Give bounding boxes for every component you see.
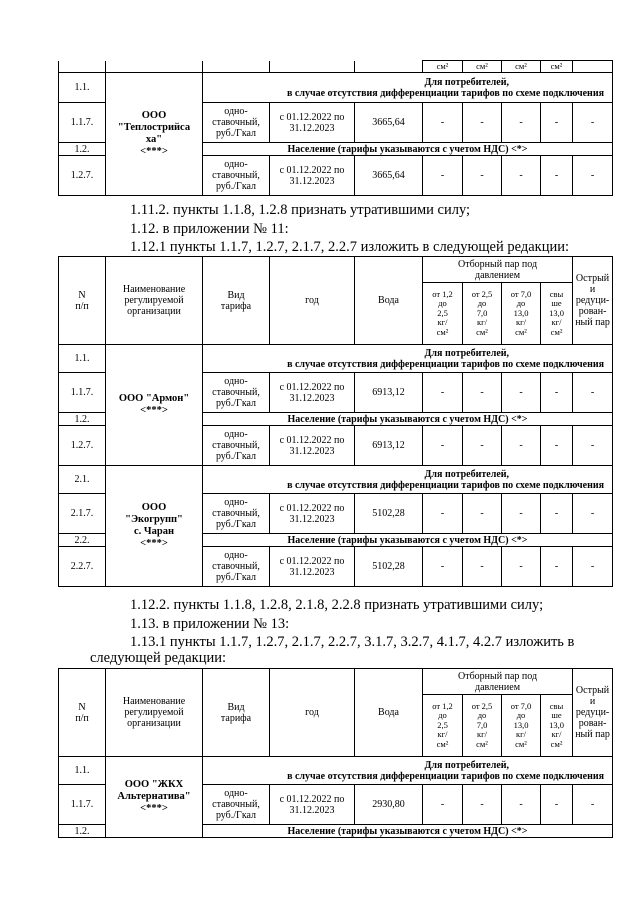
section-header: Население (тарифы указываются с учетом НДС) <*>	[203, 143, 613, 156]
empty-value: -	[502, 103, 541, 143]
row-number: 1.2.7.	[59, 426, 106, 466]
tariff-kind: одно-ставочный, руб./Гкал	[203, 103, 270, 143]
col-header-kind: Вид тарифа	[203, 257, 270, 345]
unit-cell: см²	[423, 61, 463, 73]
empty-value: -	[463, 373, 502, 413]
header-row	[59, 669, 613, 695]
col-header-sharp: Острый и редуци- рован- ный пар	[573, 669, 613, 757]
row-number: 1.1.7.	[59, 373, 106, 413]
water-value: 3665,64	[355, 103, 423, 143]
empty-value: -	[573, 156, 613, 196]
paragraph: 1.12.1 пункты 1.1.7, 1.2.7, 2.1.7, 2.2.7 изложить в следующей редакции:	[130, 239, 570, 255]
row-number: 2.1.	[59, 466, 106, 494]
col-header-pressure: свы ше 13,0 кг/ см²	[541, 695, 573, 757]
col-header-year: год	[270, 669, 355, 757]
tariff-kind: одно-ставочный, руб./Гкал	[203, 547, 270, 587]
unit-cell: см²	[463, 61, 502, 73]
tariff-period: с 01.12.2022 по 31.12.2023	[270, 426, 355, 466]
col-header-water: Вода	[355, 257, 423, 345]
row-number: 1.1.	[59, 73, 106, 103]
empty-value: -	[541, 103, 573, 143]
empty-value: -	[502, 494, 541, 534]
units-row	[59, 61, 613, 73]
empty-value: -	[463, 547, 502, 587]
water-value: 6913,12	[355, 373, 423, 413]
col-header-pressure: от 1,2 до 2,5 кг/ см²	[423, 283, 463, 345]
tariff-period: с 01.12.2022 по 31.12.2023	[270, 785, 355, 825]
water-value: 3665,64	[355, 156, 423, 196]
tariff-period: с 01.12.2022 по 31.12.2023	[270, 103, 355, 143]
table-row	[59, 466, 613, 494]
col-header-num: N п/п	[59, 257, 106, 345]
paragraph: 1.12.2. пункты 1.1.8, 1.2.8, 2.1.8, 2.2.8 признать утратившими силу;	[130, 597, 544, 613]
org-name: ООО "ЖКХ Альтернатива" <***>	[106, 757, 203, 838]
empty-value: -	[423, 156, 463, 196]
tariff-table-2	[58, 256, 613, 587]
water-value: 5102,28	[355, 547, 423, 587]
col-header-pressure: от 7,0 до 13,0 кг/ см²	[502, 695, 541, 757]
section-header: Население (тарифы указываются с учетом НДС) <*>	[203, 534, 613, 547]
empty-value: -	[423, 494, 463, 534]
paragraph: 1.11.2. пункты 1.1.8, 1.2.8 признать утратившими силу;	[130, 202, 471, 218]
org-name: ООО "Армон" <***>	[106, 345, 203, 466]
col-header-water: Вода	[355, 669, 423, 757]
paragraph: 1.13.1 пункты 1.1.7, 1.2.7, 2.1.7, 2.2.7, 3.1.7, 3.2.7, 4.1.7, 4.2.7 изложить в	[130, 634, 575, 650]
section-header: Для потребителей, в случае отсутствия дифференциации тарифов по схеме подключения	[203, 466, 613, 494]
tariff-period: с 01.12.2022 по 31.12.2023	[270, 494, 355, 534]
empty-value: -	[463, 426, 502, 466]
row-number: 1.1.	[59, 345, 106, 373]
empty-value: -	[573, 103, 613, 143]
empty-value: -	[541, 785, 573, 825]
row-number: 2.2.	[59, 534, 106, 547]
paragraph: 1.12. в приложении № 11:	[130, 221, 289, 237]
row-number: 2.2.7.	[59, 547, 106, 587]
empty-value: -	[463, 156, 502, 196]
col-header-kind: Вид тарифа	[203, 669, 270, 757]
table-row	[59, 73, 613, 103]
empty-value: -	[423, 373, 463, 413]
section-header: Население (тарифы указываются с учетом НДС) <*>	[203, 825, 613, 838]
empty-value: -	[423, 785, 463, 825]
col-header-pressure: свы ше 13,0 кг/ см²	[541, 283, 573, 345]
col-header-steam: Отборный пар под давлением	[423, 257, 573, 283]
col-header-pressure: от 2,5 до 7,0 кг/ см²	[463, 695, 502, 757]
section-header: Население (тарифы указываются с учетом НДС) <*>	[203, 413, 613, 426]
row-number: 1.1.7.	[59, 103, 106, 143]
tariff-period: с 01.12.2022 по 31.12.2023	[270, 373, 355, 413]
empty-value: -	[573, 494, 613, 534]
empty-value: -	[463, 785, 502, 825]
section-header: Для потребителей, в случае отсутствия дифференциации тарифов по схеме подключения	[203, 73, 613, 103]
tariff-table-3	[58, 668, 613, 838]
org-name: ООО "Теплострийса ха" <***>	[106, 73, 203, 196]
row-number: 1.2.	[59, 143, 106, 156]
unit-cell: см²	[502, 61, 541, 73]
row-number: 2.1.7.	[59, 494, 106, 534]
tariff-period: с 01.12.2022 по 31.12.2023	[270, 156, 355, 196]
empty-value: -	[502, 547, 541, 587]
header-row	[59, 257, 613, 283]
empty-value: -	[463, 494, 502, 534]
unit-cell: см²	[541, 61, 573, 73]
row-number: 1.1.7.	[59, 785, 106, 825]
paragraph: 1.13. в приложении № 13:	[130, 616, 290, 632]
empty-value: -	[541, 494, 573, 534]
row-number: 1.2.7.	[59, 156, 106, 196]
tariff-kind: одно-ставочный, руб./Гкал	[203, 156, 270, 196]
empty-value: -	[502, 426, 541, 466]
paragraph: следующей редакции:	[90, 650, 227, 666]
table-row	[59, 757, 613, 785]
section-header: Для потребителей, в случае отсутствия дифференциации тарифов по схеме подключения	[203, 757, 613, 785]
col-header-org: Наименование регулируемой организации	[106, 669, 203, 757]
table-row	[59, 345, 613, 373]
empty-value: -	[423, 547, 463, 587]
empty-value: -	[502, 156, 541, 196]
empty-value: -	[423, 103, 463, 143]
col-header-org: Наименование регулируемой организации	[106, 257, 203, 345]
section-header: Для потребителей, в случае отсутствия дифференциации тарифов по схеме подключения	[203, 345, 613, 373]
col-header-pressure: от 2,5 до 7,0 кг/ см²	[463, 283, 502, 345]
empty-value: -	[541, 156, 573, 196]
col-header-pressure: от 7,0 до 13,0 кг/ см²	[502, 283, 541, 345]
tariff-kind: одно-ставочный, руб./Гкал	[203, 373, 270, 413]
water-value: 6913,12	[355, 426, 423, 466]
empty-value: -	[463, 103, 502, 143]
tariff-kind: одно-ставочный, руб./Гкал	[203, 785, 270, 825]
tariff-table-1	[58, 60, 613, 196]
row-number: 1.2.	[59, 413, 106, 426]
tariff-period: с 01.12.2022 по 31.12.2023	[270, 547, 355, 587]
empty-value: -	[541, 426, 573, 466]
empty-value: -	[423, 426, 463, 466]
row-number: 1.1.	[59, 757, 106, 785]
water-value: 5102,28	[355, 494, 423, 534]
col-header-year: год	[270, 257, 355, 345]
empty-value: -	[573, 785, 613, 825]
col-header-num: N п/п	[59, 669, 106, 757]
col-header-sharp: Острый и редуци- рован- ный пар	[573, 257, 613, 345]
empty-value: -	[541, 373, 573, 413]
empty-value: -	[573, 547, 613, 587]
tariff-kind: одно-ставочный, руб./Гкал	[203, 494, 270, 534]
row-number: 1.2.	[59, 825, 106, 838]
org-name: ООО "Экогрупп" с. Чаран <***>	[106, 466, 203, 587]
water-value: 2930,80	[355, 785, 423, 825]
empty-value: -	[502, 785, 541, 825]
empty-value: -	[573, 426, 613, 466]
empty-value: -	[573, 373, 613, 413]
col-header-pressure: от 1,2 до 2,5 кг/ см²	[423, 695, 463, 757]
empty-value: -	[502, 373, 541, 413]
empty-value: -	[541, 547, 573, 587]
tariff-kind: одно-ставочный, руб./Гкал	[203, 426, 270, 466]
col-header-steam: Отборный пар под давлением	[423, 669, 573, 695]
